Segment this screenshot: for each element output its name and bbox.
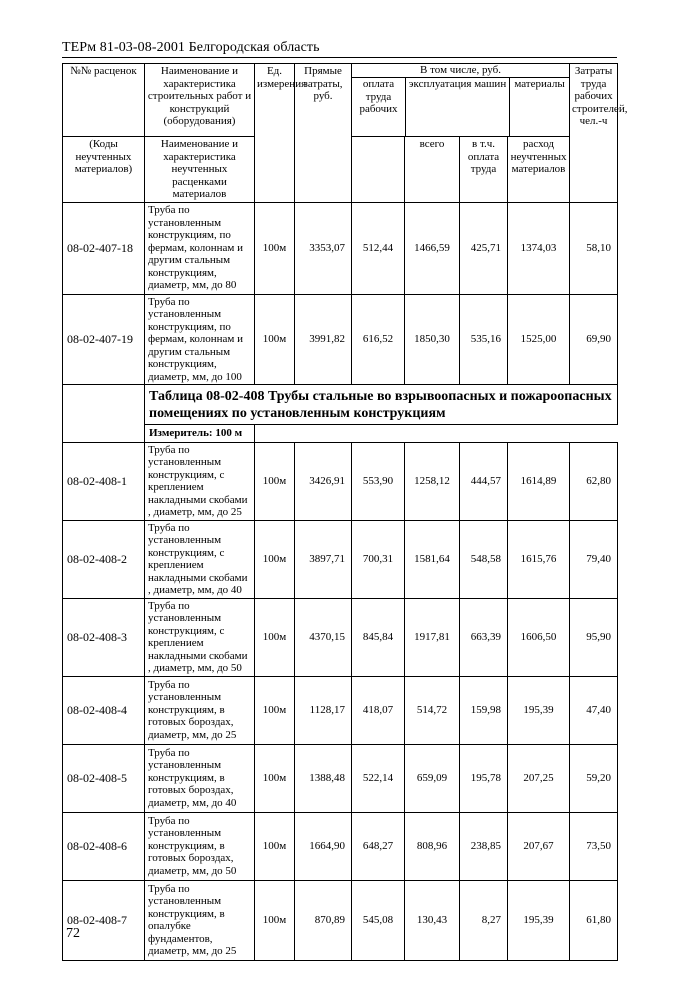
wages-cost: 616,52 xyxy=(352,294,405,385)
direct-cost: 870,89 xyxy=(295,880,352,960)
table-row xyxy=(63,294,618,385)
rates-table xyxy=(62,63,628,961)
col-incl-header: В том числе, руб. xyxy=(352,64,569,78)
rate-code: 08-02-408-6 xyxy=(63,812,145,880)
machines-wages: 159,98 xyxy=(460,676,508,744)
materials-cost: 1525,00 xyxy=(508,294,570,385)
labor-cost: 95,90 xyxy=(570,598,618,676)
wages-cost: 545,08 xyxy=(352,880,405,960)
table-row xyxy=(63,676,618,744)
machines-total: 514,72 xyxy=(405,676,460,744)
wages-cost: 700,31 xyxy=(352,520,405,598)
materials-cost: 195,39 xyxy=(508,880,570,960)
rate-code: 08-02-407-19 xyxy=(63,294,145,385)
table-row xyxy=(63,598,618,676)
col-wages-header: оплата труда рабочих xyxy=(352,78,406,136)
labor-cost: 59,20 xyxy=(570,744,618,812)
page-number: 72 xyxy=(66,926,80,941)
labor-cost: 62,80 xyxy=(570,442,618,520)
table-row xyxy=(63,202,618,294)
materials-cost: 195,39 xyxy=(508,676,570,744)
table-title: Таблица 08-02-408 Трубы стальные во взрывоопасных и пожароопасных помещениях по установленным конструкциям xyxy=(145,385,618,425)
col-labor-header: Затраты труда рабочих строителей, чел.-ч xyxy=(570,64,618,203)
direct-cost: 3897,71 xyxy=(295,520,352,598)
rate-unit: 100м xyxy=(255,676,295,744)
rate-code: 08-02-408-2 xyxy=(63,520,145,598)
materials-cost: 1374,03 xyxy=(508,202,570,294)
rate-unit: 100м xyxy=(255,598,295,676)
labor-cost: 69,90 xyxy=(570,294,618,385)
rate-unit: 100м xyxy=(255,880,295,960)
machines-total: 1850,30 xyxy=(405,294,460,385)
machines-wages: 444,57 xyxy=(460,442,508,520)
header-row-1 xyxy=(63,64,618,137)
col-code2-header: (Коды неучтенных материалов) xyxy=(63,137,145,203)
rate-unit: 100м xyxy=(255,294,295,385)
materials-cost: 1615,76 xyxy=(508,520,570,598)
header-rule xyxy=(62,57,617,58)
wages-cost: 418,07 xyxy=(352,676,405,744)
rate-code: 08-02-408-1 xyxy=(63,442,145,520)
machines-total: 1917,81 xyxy=(405,598,460,676)
table-row xyxy=(63,812,618,880)
rate-unit: 100м xyxy=(255,744,295,812)
machines-total: 1581,64 xyxy=(405,520,460,598)
table-row xyxy=(63,520,618,598)
rate-code: 08-02-408-5 xyxy=(63,744,145,812)
machines-total: 659,09 xyxy=(405,744,460,812)
materials-cost: 207,67 xyxy=(508,812,570,880)
col-direct-header: Прямые затраты, руб. xyxy=(295,64,352,203)
wages-cost: 512,44 xyxy=(352,202,405,294)
rate-name: Труба по установленным конструкциям, по фермам, колоннам и другим стальным конструкциям, диаметр, мм, до 100 xyxy=(145,294,255,385)
col-code-header: №№ расценок xyxy=(63,64,145,137)
rate-name: Труба по установленным конструкциям, в готовых бороздах, диаметр, мм, до 25 xyxy=(145,676,255,744)
direct-cost: 1388,48 xyxy=(295,744,352,812)
measure-blank xyxy=(255,425,618,443)
col-machines-header: эксплуатация машин xyxy=(406,78,510,136)
measure-spacer xyxy=(63,425,145,443)
labor-cost: 79,40 xyxy=(570,520,618,598)
machines-wages: 238,85 xyxy=(460,812,508,880)
table-row xyxy=(63,442,618,520)
rate-name: Труба по установленным конструкциям, в опалубке фундаментов, диаметр, мм, до 25 xyxy=(145,880,255,960)
measure-row xyxy=(63,425,618,443)
labor-cost: 58,10 xyxy=(570,202,618,294)
rate-unit: 100м xyxy=(255,520,295,598)
direct-cost: 1664,90 xyxy=(295,812,352,880)
machines-wages: 548,58 xyxy=(460,520,508,598)
col-total-header: всего xyxy=(405,137,460,203)
labor-cost: 73,50 xyxy=(570,812,618,880)
direct-cost: 4370,15 xyxy=(295,598,352,676)
rate-name: Труба по установленным конструкциям, с креплением накладными скобами , диаметр, мм, до 50 xyxy=(145,598,255,676)
rate-name: Труба по установленным конструкциям, с креплением накладными скобами , диаметр, мм, до 25 xyxy=(145,442,255,520)
col-name2-header: Наименование и характеристика неучтенных расценками материалов xyxy=(145,137,255,203)
table-row xyxy=(63,880,618,960)
machines-total: 1258,12 xyxy=(405,442,460,520)
machines-wages: 8,27 xyxy=(460,880,508,960)
materials-cost: 1614,89 xyxy=(508,442,570,520)
rate-code: 08-02-408-4 xyxy=(63,676,145,744)
labor-cost: 61,80 xyxy=(570,880,618,960)
machines-wages: 663,39 xyxy=(460,598,508,676)
rate-code: 08-02-408-3 xyxy=(63,598,145,676)
col-unaccounted-header: расход неучтенных материалов xyxy=(508,137,570,203)
col-name-header: Наименование и характеристика строительных работ и конструкций (оборудования) xyxy=(145,64,255,137)
machines-wages: 535,16 xyxy=(460,294,508,385)
rate-name: Труба по установленным конструкциям, в готовых бороздах, диаметр, мм, до 50 xyxy=(145,812,255,880)
materials-cost: 207,25 xyxy=(508,744,570,812)
col-incl-wages-header: в т.ч. оплата труда xyxy=(460,137,508,203)
table-title-row xyxy=(63,385,618,425)
col-materials-header: материалы xyxy=(514,78,565,90)
direct-cost: 3353,07 xyxy=(295,202,352,294)
labor-cost: 47,40 xyxy=(570,676,618,744)
machines-total: 1466,59 xyxy=(405,202,460,294)
rate-name: Труба по установленным конструкциям, с креплением накладными скобами , диаметр, мм, до 40 xyxy=(145,520,255,598)
rate-unit: 100м xyxy=(255,812,295,880)
machines-wages: 195,78 xyxy=(460,744,508,812)
rate-unit: 100м xyxy=(255,202,295,294)
rate-name: Труба по установленным конструкциям, в готовых бороздах, диаметр, мм, до 40 xyxy=(145,744,255,812)
direct-cost: 3991,82 xyxy=(295,294,352,385)
wages-cost: 648,27 xyxy=(352,812,405,880)
col-wages-empty xyxy=(352,137,405,203)
machines-total: 808,96 xyxy=(405,812,460,880)
rate-name: Труба по установленным конструкциям, по фермам, колоннам и другим стальным конструкциям, диаметр, мм, до 80 xyxy=(145,202,255,294)
materials-cost: 1606,50 xyxy=(508,598,570,676)
rate-code: 08-02-408-7 xyxy=(63,880,145,960)
machines-wages: 425,71 xyxy=(460,202,508,294)
measure-label: Измеритель: 100 м xyxy=(145,425,255,443)
machines-total: 130,43 xyxy=(405,880,460,960)
wages-cost: 522,14 xyxy=(352,744,405,812)
wages-cost: 553,90 xyxy=(352,442,405,520)
rate-unit: 100м xyxy=(255,442,295,520)
direct-cost: 3426,91 xyxy=(295,442,352,520)
direct-cost: 1128,17 xyxy=(295,676,352,744)
col-unit-header: Ед. измерения xyxy=(255,64,295,203)
wages-cost: 845,84 xyxy=(352,598,405,676)
table-row xyxy=(63,744,618,812)
title-spacer xyxy=(63,385,145,425)
page-header: ТЕРм 81-03-08-2001 Белгородская область xyxy=(62,40,320,55)
rate-code: 08-02-407-18 xyxy=(63,202,145,294)
col-incl-group xyxy=(352,64,570,137)
